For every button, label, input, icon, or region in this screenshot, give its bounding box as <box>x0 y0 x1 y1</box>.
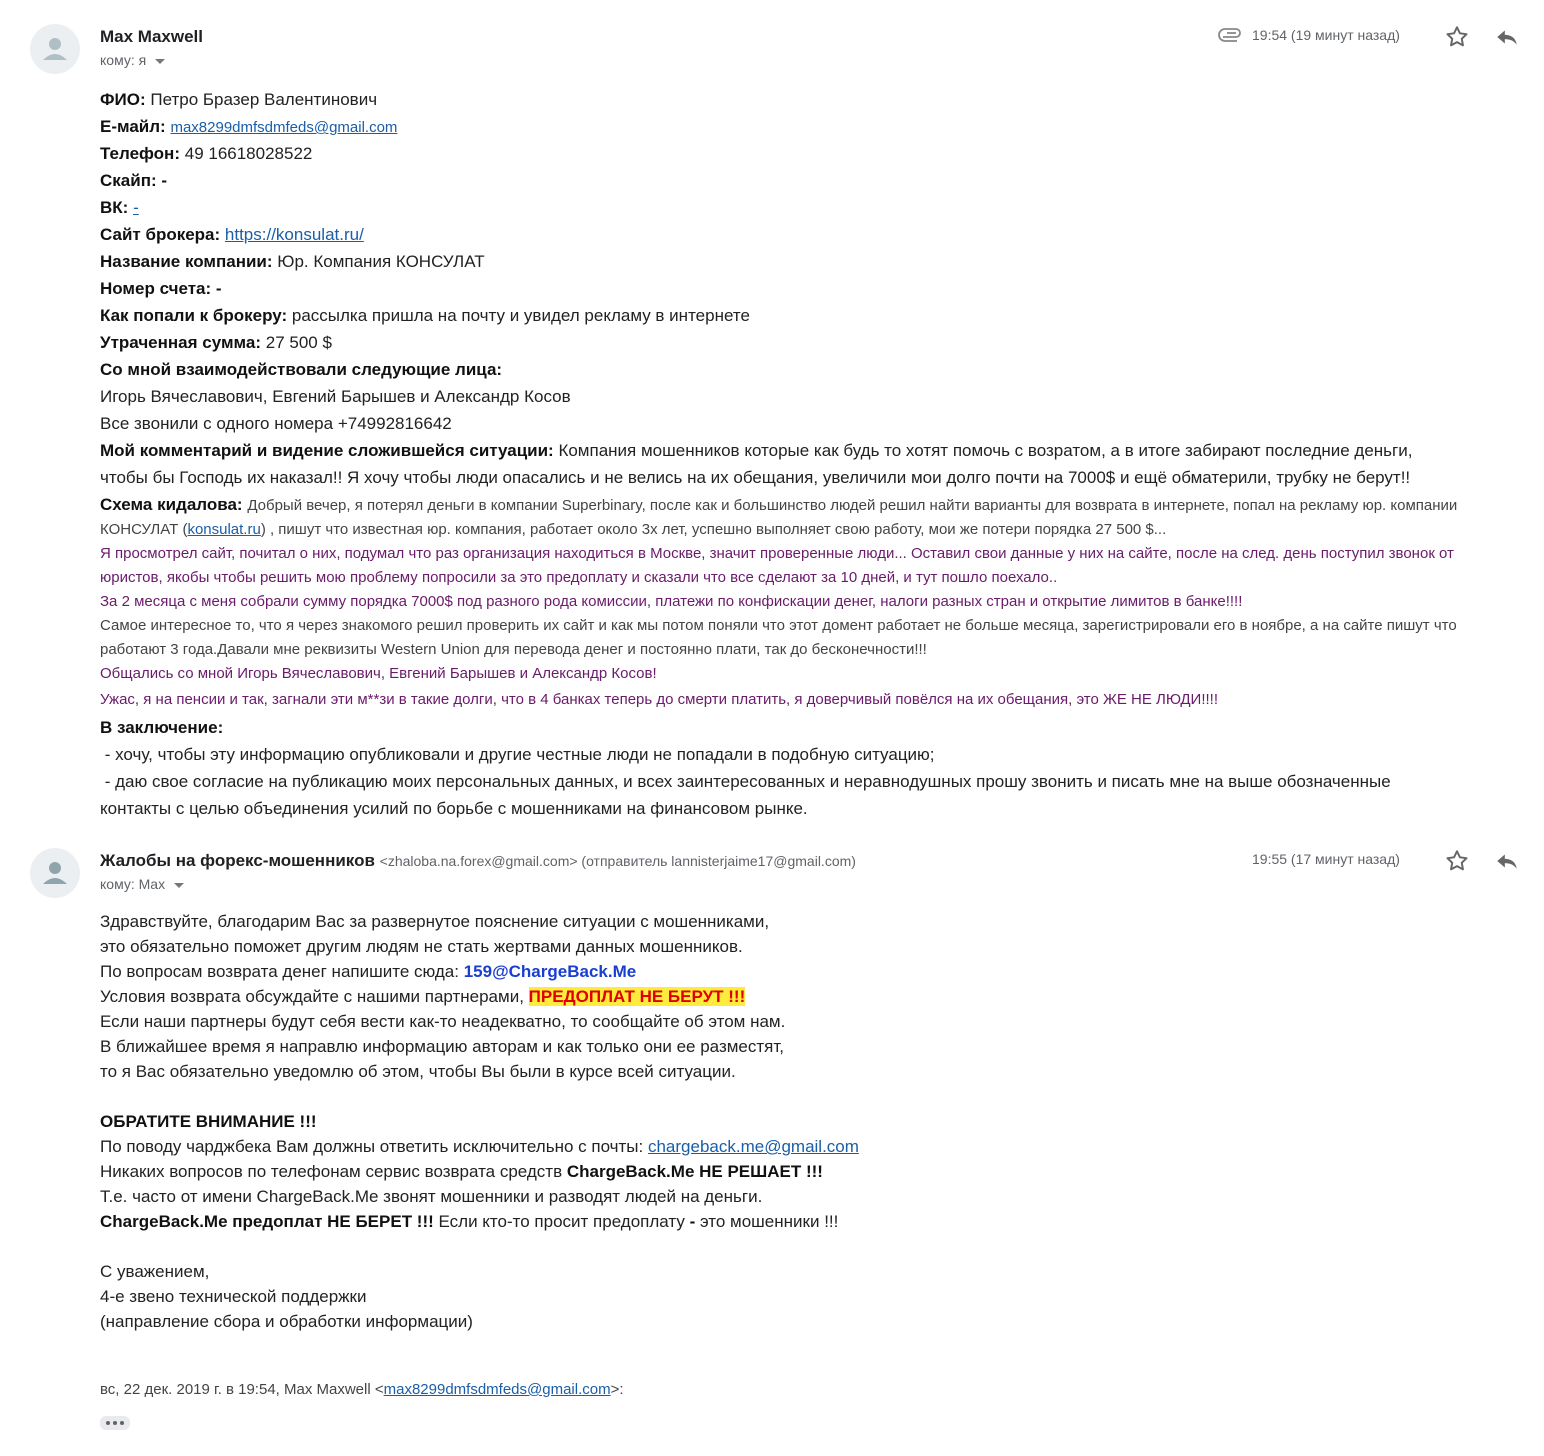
vk-label: ВК: <box>100 198 129 217</box>
field-account <box>100 275 1544 302</box>
quote-email-link[interactable]: max8299dmfsdmfeds@gmail.com <box>383 1381 611 1398</box>
scheme-line <box>100 518 1544 542</box>
comment-label: Мой комментарий и видение сложившейся ситуации: <box>100 441 554 460</box>
skype-label: Скайп: - <box>100 171 168 190</box>
body-text: Если кто-то просит предоплату <box>433 1212 690 1231</box>
message-body <box>100 909 859 1334</box>
signature-line: С уважением, <box>100 1262 210 1281</box>
field-vk <box>100 194 1544 221</box>
lost-label: Утраченная сумма: <box>100 333 262 352</box>
body-text: По вопросам возврата денег напишите сюда: <box>100 962 464 981</box>
body-line: Здравствуйте, благодарим Вас за развернутое пояснение ситуации с мошенниками, <box>100 912 770 931</box>
conclusion-line: - хочу, чтобы эту информацию опубликовали и другие честные люди не попадали в подобную ситуацию; <box>100 745 935 764</box>
vk-link[interactable]: - <box>133 198 139 217</box>
body-text: По поводу чарджбека Вам должны ответить исключительно с почты: <box>100 1137 648 1156</box>
ellipsis-icon <box>120 1421 124 1425</box>
field-email <box>100 113 1544 140</box>
field-how <box>100 302 1544 329</box>
star-icon[interactable] <box>1444 24 1470 50</box>
quote-text: >: <box>610 1381 624 1398</box>
scheme-line: Добрый вечер, я потерял деньги в компании Superbinary, после как и большинство людей решил найти варианты для возврата в интернете, попал на рекламу юр. компании <box>247 497 1458 514</box>
body-line: В ближайшее время я направлю информацию авторам и как только они ее разместят, <box>100 1037 785 1056</box>
recipient-line[interactable] <box>100 876 184 892</box>
scheme-text: КОНСУЛАТ ( <box>100 521 188 538</box>
body-line: то я Вас обязательно уведомлю об этом, чтобы Вы были в курсе всей ситуации. <box>100 1062 736 1081</box>
ellipsis-icon <box>106 1421 110 1425</box>
email-label: E-майл: <box>100 117 166 136</box>
avatar-icon[interactable] <box>30 24 80 74</box>
conclusion-line: - даю свое согласие на публикацию моих персональных данных, и всех заинтересованных и неравнодушных прошу звонить и писать мне на выше обозначенные <box>100 772 1391 791</box>
field-phone <box>100 140 1544 167</box>
sender-name[interactable]: Max Maxwell <box>100 27 203 46</box>
field-company <box>100 248 1544 275</box>
persons-value: Игорь Вячеславович, Евгений Барышев и Александр Косов <box>100 387 571 406</box>
recipient-label: кому: Max <box>100 876 166 892</box>
body-bold: - <box>689 1212 696 1231</box>
comment-line: Компания мошенников которые как будь то хотят помочь с возратом, а в итоге забирают последние деньги, <box>558 441 1413 460</box>
body-bold: ChargeBack.Me НЕ РЕШАЕТ !!! <box>566 1162 823 1181</box>
quote-header <box>100 1381 624 1398</box>
attention-text: ОБРАТИТЕ ВНИМАНИЕ !!! <box>100 1112 317 1131</box>
phone-label: Телефон: <box>100 144 180 163</box>
scheme-line: юристов, якобы чтобы решить мою проблему попросили за это предоплату и сказали что все сделают за 10 дней, и тут пошло поехало.. <box>100 569 1058 586</box>
field-skype <box>100 167 1544 194</box>
spacer <box>100 1084 859 1109</box>
signature-line: (направление сбора и обработки информации) <box>100 1312 473 1331</box>
account-label: Номер счета: - <box>100 279 222 298</box>
message-time: 19:54 (19 минут назад) <box>1252 27 1400 43</box>
scheme-line: Самое интересное то, что я через знакомого решил проверить их сайт и как мы потом поняли что этот домент работает не больше месяца, зарегистрировали его в ноябре, а на сайте пишут что <box>100 617 1457 634</box>
chargeback-email[interactable]: 159@ChargeBack.Me <box>463 962 637 981</box>
scheme-line: Общались со мной Игорь Вячеславович, Евгений Барышев и Александр Косов! <box>100 665 657 682</box>
field-scheme <box>100 491 1544 518</box>
company-label: Название компании: <box>100 252 273 271</box>
phone-value: 49 16618028522 <box>184 144 313 163</box>
highlight-warning: ПРЕДОПЛАТ НЕ БЕРУТ !!! <box>528 987 746 1006</box>
phone-note: Все звонили с одного номера +74992816642 <box>100 414 452 433</box>
sender-name: Жалобы на форекс-мошенников <box>100 851 375 870</box>
body-line: это обязательно поможет другим людям не стать жертвами данных мошенников. <box>100 937 743 956</box>
body-line <box>100 984 859 1009</box>
spacer <box>100 1234 859 1259</box>
broker-site-link[interactable]: https://konsulat.ru/ <box>224 225 364 244</box>
konsulat-link[interactable]: konsulat.ru <box>187 521 261 538</box>
conclusion-label: В заключение: <box>100 718 224 737</box>
attention-heading <box>100 1109 859 1134</box>
message-time: 19:55 (17 минут назад) <box>1252 851 1400 867</box>
body-line <box>100 1159 859 1184</box>
avatar-icon[interactable] <box>30 848 80 898</box>
persons-label: Со мной взаимодействовали следующие лица: <box>100 360 503 379</box>
body-line <box>100 959 859 984</box>
field-conclusion <box>100 714 1544 741</box>
field-broker-site <box>100 221 1544 248</box>
sender-email: <zhaloba.na.forex@gmail.com> (отправитель lannisterjaime17@gmail.com) <box>379 853 856 869</box>
field-persons <box>100 356 1544 383</box>
field-comment <box>100 437 1544 464</box>
how-value: рассылка пришла на почту и увидел рекламу в интернете <box>291 306 750 325</box>
body-text: Никаких вопросов по телефонам сервис возврата средств <box>100 1162 567 1181</box>
scheme-line: Ужас, я на пенсии и так, загнали эти м**зи в такие долги, что в 4 банках теперь до смерти платить, я доверчивый повёлся на их обещания, это ЖЕ НЕ ЛЮДИ!!!! <box>100 691 1218 708</box>
signature-line: 4-е звено технической поддержки <box>100 1287 367 1306</box>
lost-value: 27 500 $ <box>265 333 332 352</box>
chevron-down-icon[interactable] <box>155 59 165 64</box>
ellipsis-icon <box>113 1421 117 1425</box>
fio-label: ФИО: <box>100 90 146 109</box>
chargeback-gmail-link[interactable]: chargeback.me@gmail.com <box>647 1137 859 1156</box>
email-link[interactable]: max8299dmfsdmfeds@gmail.com <box>170 119 398 136</box>
scheme-line: За 2 месяца с меня собрали сумму порядка 7000$ под разного рода комиссии, платежи по конфискации денег, налоги разных стран и открытие лимитов в банке!!!! <box>100 593 1243 610</box>
scheme-label: Схема кидалова: <box>100 495 243 514</box>
quote-text: вс, 22 дек. 2019 г. в 19:54, Max Maxwell < <box>100 1381 384 1398</box>
body-line: Т.е. часто от имени ChargeBack.Me звонят мошенники и разводят людей на деньги. <box>100 1187 763 1206</box>
company-value: Юр. Компания КОНСУЛАТ <box>277 252 485 271</box>
broker-site-label: Сайт брокера: <box>100 225 221 244</box>
scheme-line: работают 3 года.Давали мне реквизиты Western Union для перевода денег и постоянно плати, так до бесконечности!!! <box>100 641 927 658</box>
show-trimmed-content-button[interactable] <box>100 1416 130 1430</box>
reply-icon[interactable] <box>1494 848 1520 874</box>
comment-line: чтобы бы Господь их наказал!! Я хочу чтобы люди опасались и не велись на их обещания, увеличили мои долго почти на 7000$ и ещё обматерили, трубку не берут!! <box>100 468 1411 487</box>
scheme-line: Я просмотрел сайт, почитал о них, подумал что раз организация находиться в Москве, значит проверенные люди... Оставил свои данные у них на сайте, после на след. день поступил звонок от <box>100 545 1454 562</box>
sender-line[interactable] <box>100 851 856 871</box>
star-icon[interactable] <box>1444 848 1470 874</box>
body-text: Условия возврата обсуждайте с нашими партнерами, <box>100 987 529 1006</box>
how-label: Как попали к брокеру: <box>100 306 288 325</box>
reply-icon[interactable] <box>1494 24 1520 50</box>
field-lost <box>100 329 1544 356</box>
recipient-label: кому: я <box>100 52 147 68</box>
chevron-down-icon[interactable] <box>174 883 184 888</box>
body-line: Если наши партнеры будут себя вести как-то неадекватно, то сообщайте об этом нам. <box>100 1012 786 1031</box>
field-fio <box>100 86 1544 113</box>
body-text: это мошенники !!! <box>695 1212 839 1231</box>
message-body <box>100 86 1544 822</box>
paperclip-icon[interactable] <box>1218 24 1244 50</box>
body-line <box>100 1209 859 1234</box>
recipient-line[interactable] <box>100 52 165 68</box>
fio-value: Петро Бразер Валентинович <box>150 90 378 109</box>
conclusion-line: контакты с целью объединения усилий по борьбе с мошенниками на финансовом рынке. <box>100 799 808 818</box>
scheme-text: ) , пишут что известная юр. компания, работает около 3х лет, успешно выполняет свою работу, мои же потери порядка 27 500 $... <box>260 521 1167 538</box>
body-line <box>100 1134 859 1159</box>
body-bold: ChargeBack.Me предоплат НЕ БЕРЕТ !!! <box>100 1212 434 1231</box>
